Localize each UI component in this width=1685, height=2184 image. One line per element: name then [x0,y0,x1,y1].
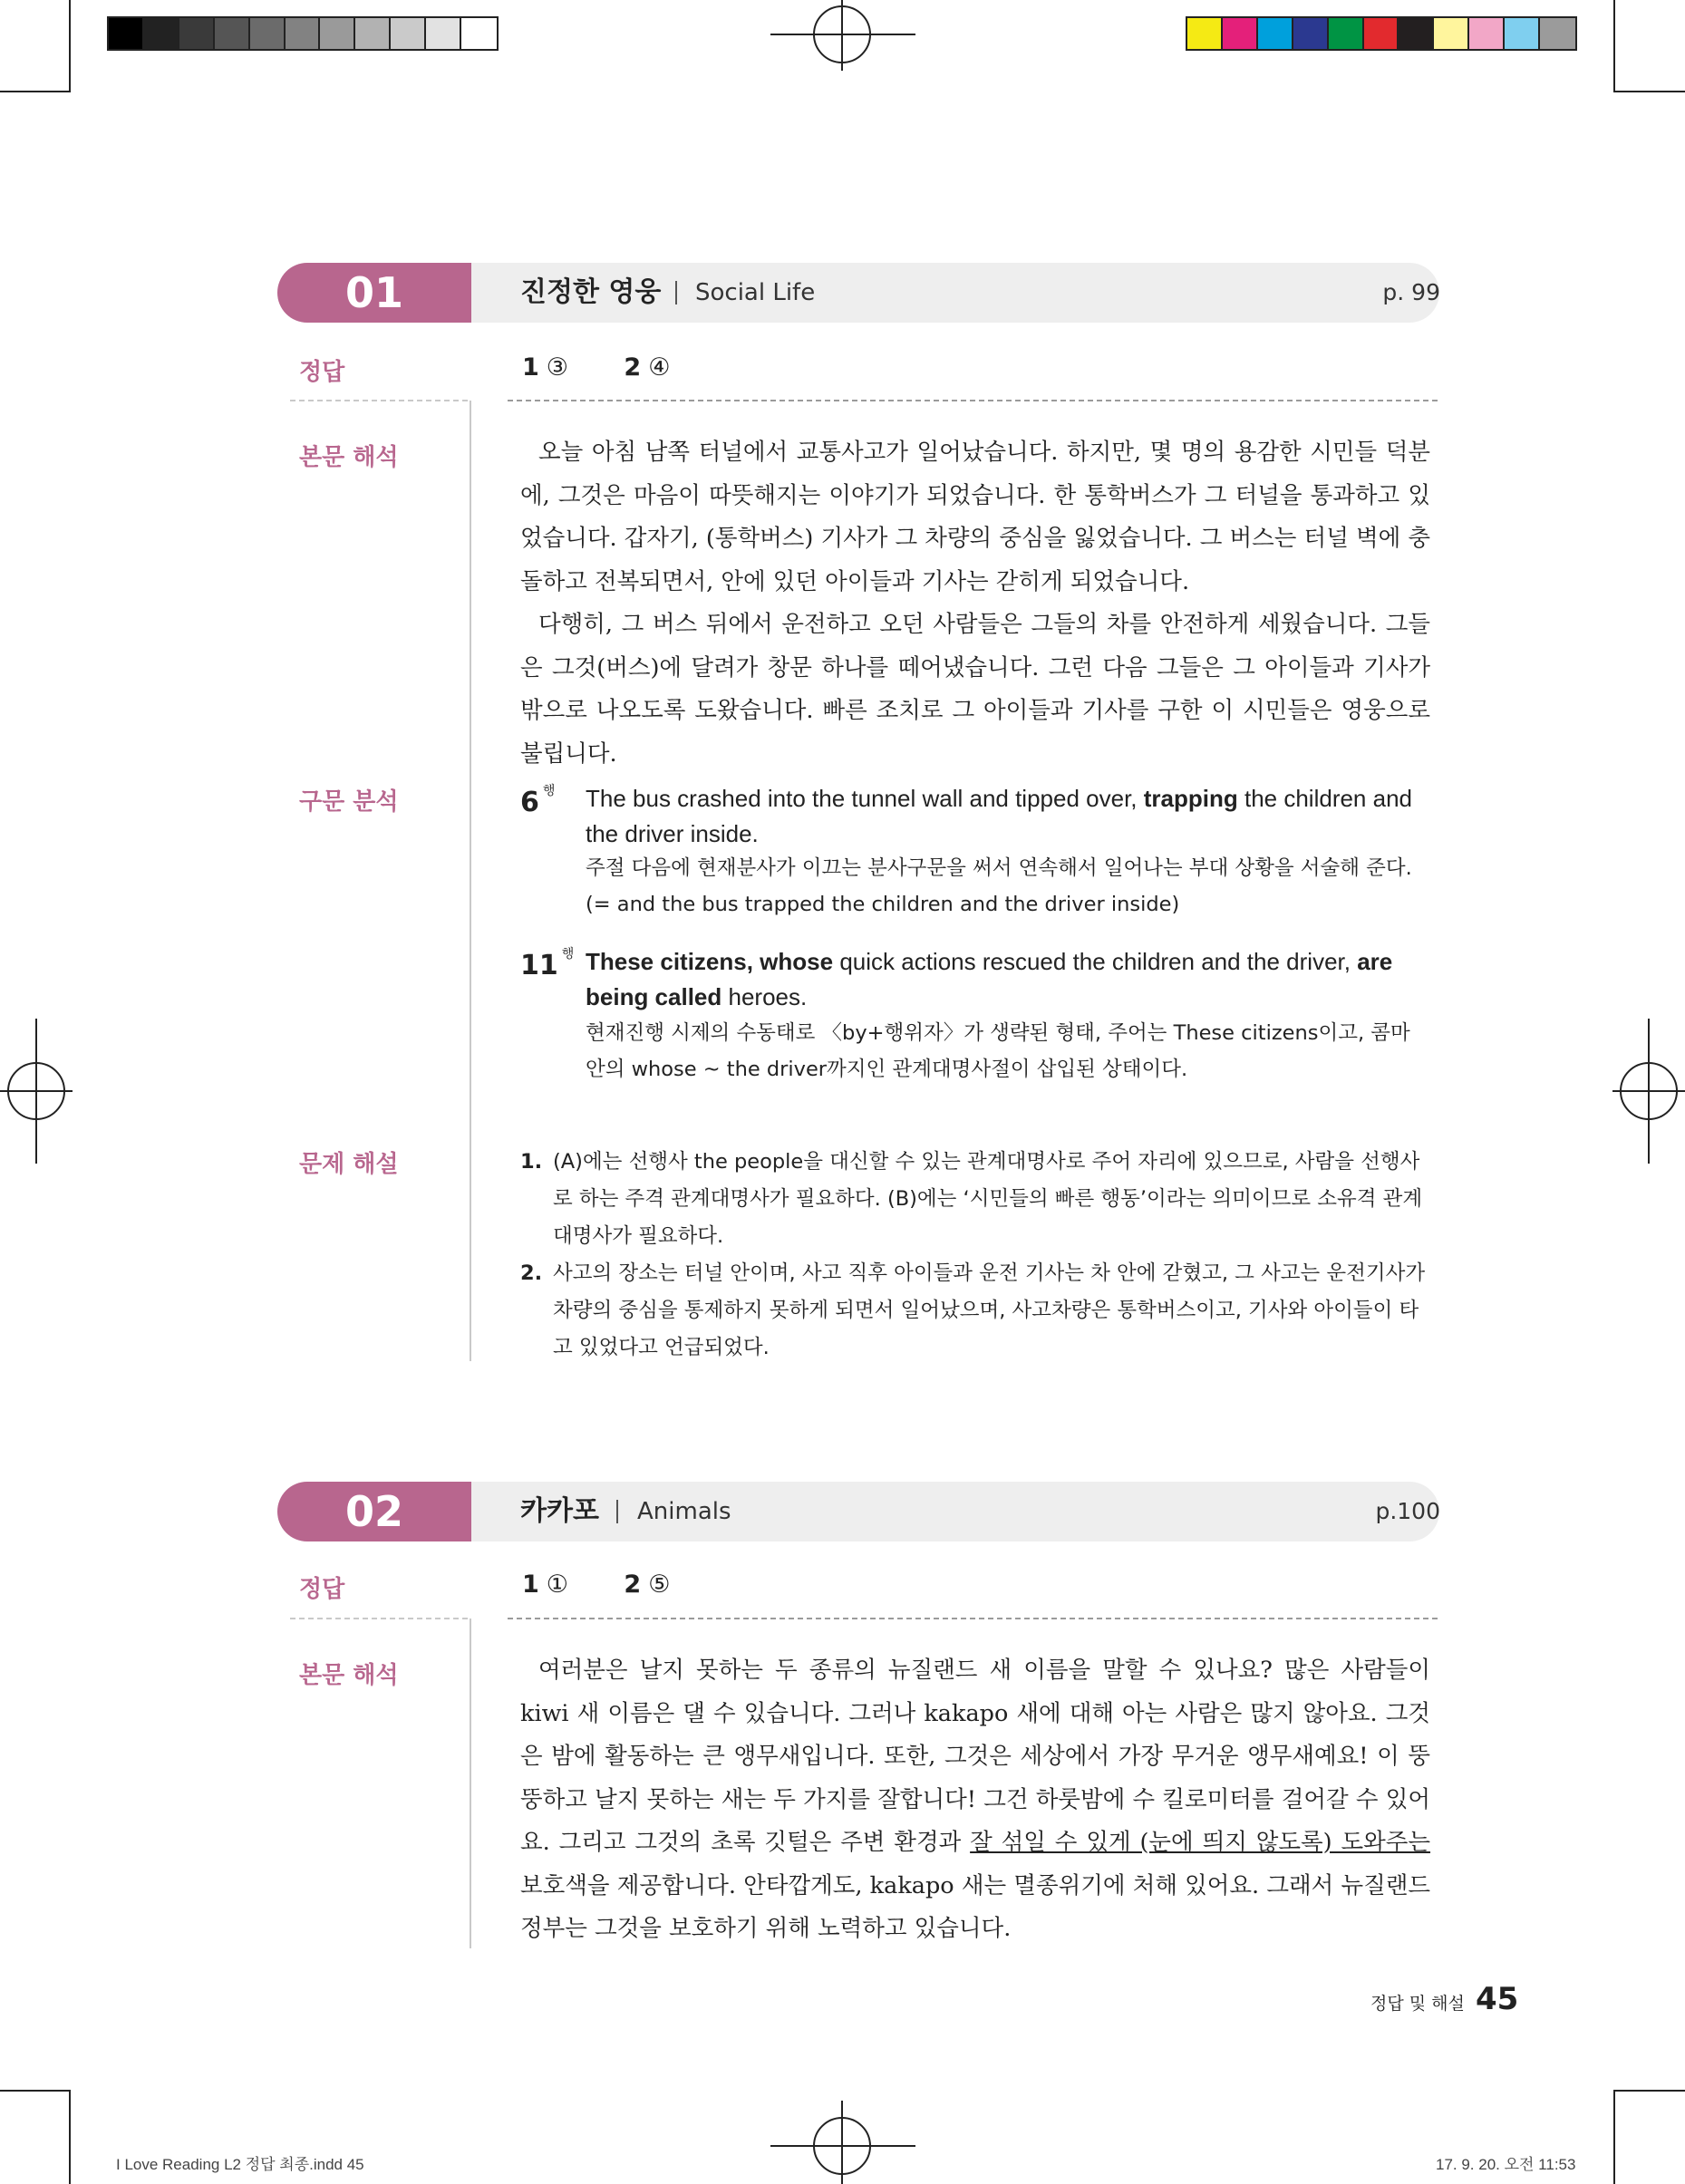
title-separator [675,281,677,304]
divider-right [508,400,1438,401]
divider-left [290,400,468,401]
color-swatch [1293,18,1329,49]
translation-paragraph: 여러분은 날지 못하는 두 종류의 뉴질랜드 새 이름을 말할 수 있나요? 많은 사람들이 kiwi 새 이름은 댈 수 있습니다. 그러나 kakapo 새에 대해 아는 사람은 많지 않아요. 그것은 밤에 활동하는 큰 앵무새입니다. 또한, 그것은 세상에서 가장 무거운 앵무새예요! 이 뚱뚱하고 날지 못하는 새는 두 가지를 잘합니다! 그건 하룻밤에 수 킬로미터를 걸어갈 수 있어요. 그리고 그것의 초록 깃털은 주변 환경과 잘 섞일 수 있게 (눈에 띄지 않도록) 도와주는 보호색을 제공합니다. 안타깝게도, kakapo 새는 멸종위기에 처해 있어요. 그래서 뉴질랜드 정부는 그것을 보호하기 위해 노력하고 있습니다. [520,1657,1431,1942]
grayscale-color-bar [107,16,499,51]
grammar-sentence: These citizens, whose quick actions rescued the children and the driver, are being called heroes. [586,948,1393,1010]
color-swatch [426,18,461,49]
label-answer: 정답 [299,1576,345,1603]
color-swatch [109,18,144,49]
label-answer: 정답 [299,359,345,386]
color-swatch [1399,18,1434,49]
underlined-phrase: 잘 섞일 수 있게 (눈에 띄지 않도록) 도와주는 [970,1829,1431,1856]
answer-list [522,353,717,382]
page-number: 45 [1476,1981,1519,2017]
color-swatch [461,18,497,49]
label-translation: 본문 해석 [299,444,399,471]
label-grammar: 구문 분석 [299,788,399,816]
color-swatch [250,18,286,49]
grammar-note: 주절 다음에 현재분사가 이끄는 분사구문을 써서 연속해서 일어나는 부대 상황을 서술해 준다. (= and the bus trapped the children and the driver inside) [586,856,1412,916]
answer-item: 1 ① [522,1570,569,1599]
section-category: Animals [637,1498,731,1525]
color-swatch [1187,18,1223,49]
explanation-item: 2. 사고의 장소는 터널 안이며, 사고 직후 아이들과 운전 기사는 차 안에 갇혔고, 그 사고는 운전기사가 차량의 중심을 통제하지 못하게 되면서 일어났으며, 사고차량은 통학버스이고, 기사와 아이들이 타고 있었다고 언급되었다. [520,1261,1426,1359]
section-title: 진정한 영웅 [520,276,662,308]
slug-file-info: I Love Reading L2 정답 최종.indd 45 [116,2156,364,2173]
color-swatch [144,18,179,49]
section-title: 카카포 [520,1495,599,1527]
vertical-rule [470,401,471,1361]
color-swatch [1364,18,1399,49]
color-swatch [1223,18,1258,49]
grammar-note: 현재진행 시제의 수동태로 〈by+행위자〉가 생략된 형태, 주어는 These citizens이고, 콤마 안의 whose ~ the driver까지인 관계대명사절이 삽입된 상태이다. [586,1021,1410,1081]
color-swatch [286,18,321,49]
explanation-list [520,1144,1436,1367]
color-swatch [215,18,250,49]
section-page-ref: p. 99 [1382,279,1440,305]
translation-text [520,1649,1430,1951]
line-number: 6 $^행$ [520,784,556,818]
footer-label: 정답 및 해설 [1370,1994,1465,2014]
slug-timestamp: 17. 9. 20. 오전 11:53 [1436,2156,1576,2173]
color-swatch [1540,18,1575,49]
answer-item: 1 ③ [522,353,569,382]
answer-item: 2 ⑤ [624,1570,671,1599]
title-separator [616,1500,618,1523]
translation-paragraph: 오늘 아침 남쪽 터널에서 교통사고가 일어났습니다. 하지만, 몇 명의 용감한 시민들 덕분에, 그것은 마음이 따뜻해지는 이야기가 되었습니다. 한 통학버스가 그 터널을 통과하고 있었습니다. 갑자기, (통학버스) 기사가 그 차량의 중심을 잃었습니다. 그 버스는 터널 벽에 충돌하고 전복되면서, 안에 있던 아이들과 기사는 갇히게 되었습니다. [520,439,1430,595]
explanation-item: 1. (A)에는 선행사 the people을 대신할 수 있는 관계대명사로 주어 자리에 있으므로, 사람을 선행사로 하는 주격 관계대명사가 필요하다. (B)에는 ‘시민들의 빠른 행동’이라는 의미이므로 소유격 관계대명사가 필요하다. [520,1150,1423,1248]
color-swatch [1329,18,1364,49]
divider-left [290,1618,468,1619]
line-number: 11 $^행$ [520,947,575,981]
color-swatch [1505,18,1540,49]
label-translation: 본문 해석 [299,1662,399,1689]
section-category: Social Life [695,279,816,306]
translation-text [520,431,1430,776]
grammar-sentence: The bus crashed into the tunnel wall and tipped over, trapping the children and the driver inside. [586,785,1412,847]
answer-list [522,1570,717,1599]
answer-item: 2 ④ [624,353,671,382]
color-swatch [1434,18,1469,49]
color-swatch [355,18,391,49]
translation-paragraph: 다행히, 그 버스 뒤에서 운전하고 오던 사람들은 그들의 차를 안전하게 세웠습니다. 그들은 그것(버스)에 달려가 창문 하나를 떼어냈습니다. 그런 다음 그들은 그 아이들과 기사가 밖으로 나오도록 도왔습니다. 빠른 조치로 그 아이들과 기사를 구한 이 시민들은 영웅으로 불립니다. [520,611,1430,768]
section-page-ref: p.100 [1375,1498,1440,1524]
process-color-bar [1186,16,1577,51]
label-explanation: 문제 해설 [299,1151,399,1178]
vertical-rule [470,1619,471,1948]
section-number: 01 [277,263,471,323]
color-swatch [391,18,426,49]
color-swatch [320,18,355,49]
color-swatch [1258,18,1293,49]
color-swatch [179,18,215,49]
color-swatch [1469,18,1505,49]
section-number: 02 [277,1482,471,1541]
divider-right [508,1618,1438,1619]
